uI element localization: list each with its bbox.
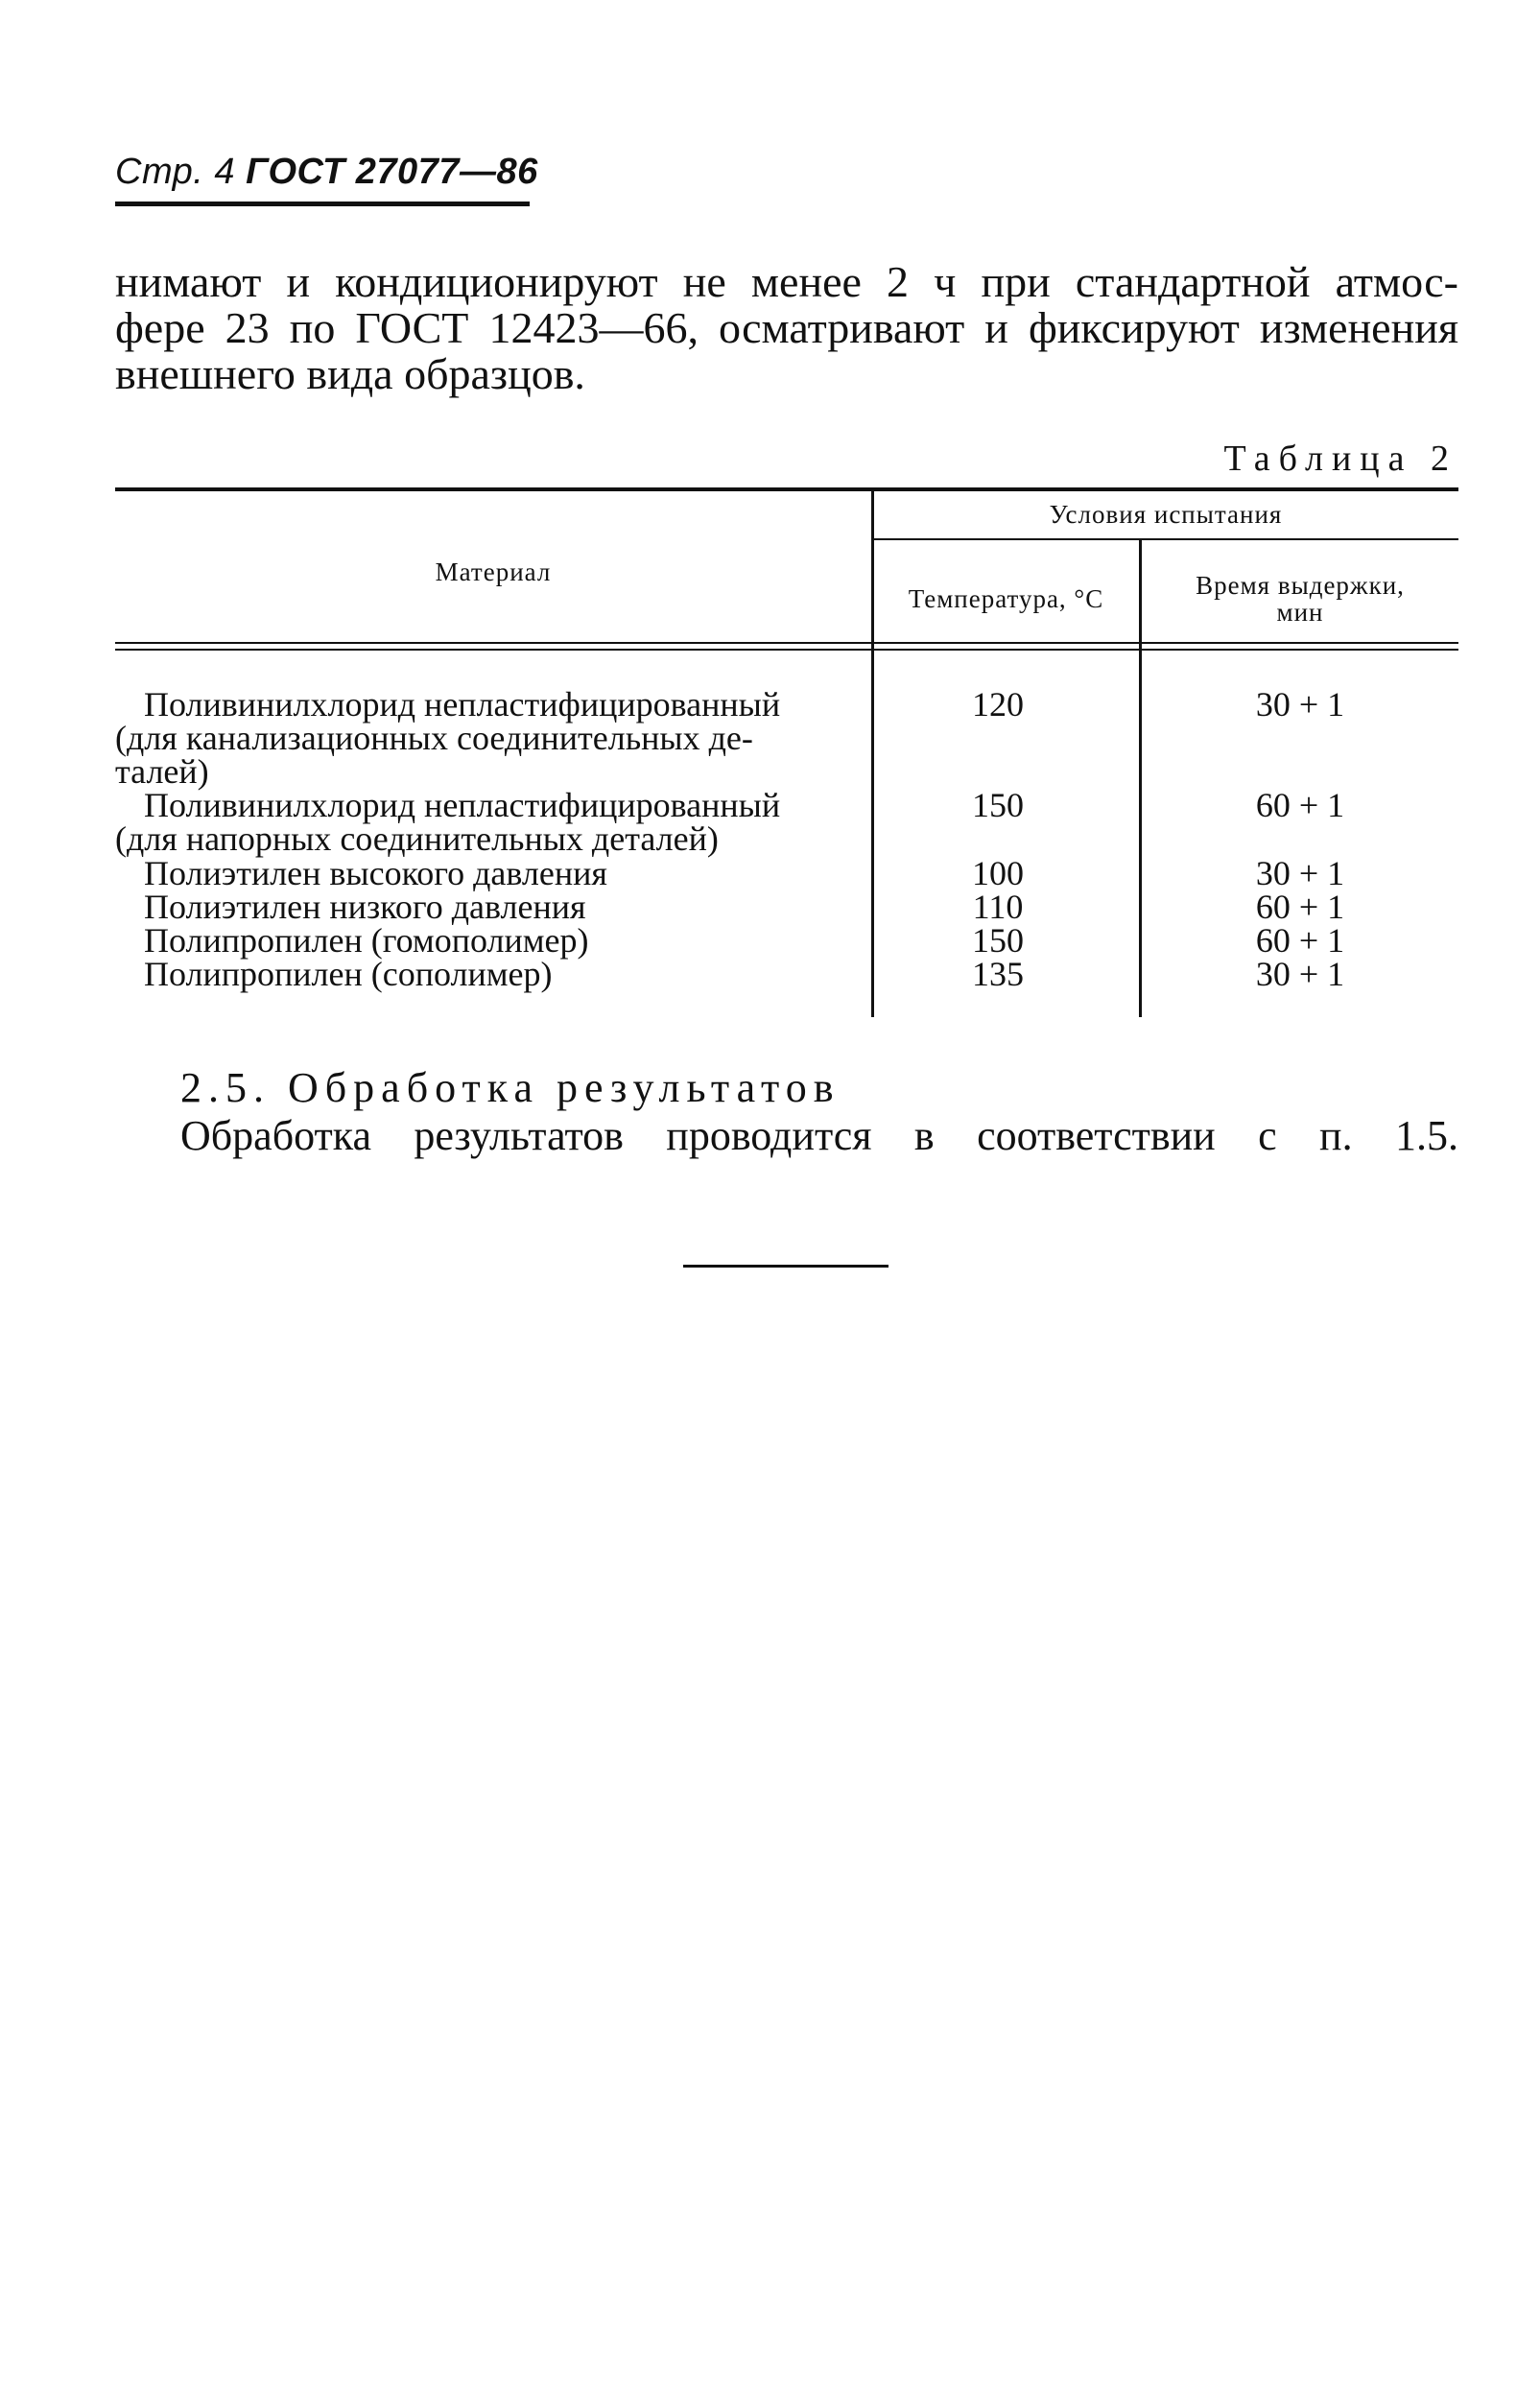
header-material: Материал [435,557,552,586]
table-row-temperature: 100 [972,854,1024,892]
table-row-temperature: 120 [972,685,1024,724]
table-top-rule [115,487,1458,491]
standard-number: ГОСТ 27077—86 [246,152,538,192]
table-row-time: 30 + 1 [1255,955,1345,993]
paragraph-line: внешнего вида образцов. [115,349,585,398]
table-row-material: Полиэтилен низкого давления [144,888,586,926]
header-rule [115,202,530,206]
paragraph-line: фере 23 по ГОСТ 12423—66, осматривают и фиксируют изменения [115,303,1458,352]
page-header [115,152,538,193]
table-row-material: Полиэтилен высокого давления [144,854,607,892]
table-row-time: 60 + 1 [1255,888,1345,926]
page-number: Стр. 4 [115,152,236,192]
table-row-time: 30 + 1 [1255,685,1345,724]
table-row-temperature: 110 [972,888,1024,926]
table-row-temperature: 150 [972,786,1024,824]
table-row-material: Полипропилен (гомополимер) [144,921,589,960]
header-bottom-rule-double [115,649,1458,651]
end-rule [683,1265,888,1268]
header-bottom-rule [115,642,1458,644]
conditions-subheader-rule [873,538,1458,540]
table-row-material: Поливинилхлорид непластифицированный (для канализационных соединительных де- талей) [115,685,781,791]
section-title: 2.5. Обработка результатов [180,1064,841,1111]
table-title: Таблица 2 [1223,439,1457,479]
table-row-temperature: 135 [972,955,1024,993]
table-row-material: Поливинилхлорид непластифицированный (для напорных соединительных деталей) [115,786,781,858]
table-row-time: 60 + 1 [1255,921,1345,960]
paragraph-line: нимают и кондиционируют не менее 2 ч при стандартной атмос- [115,257,1458,306]
table-row-time: 60 + 1 [1255,786,1345,824]
header-temperature: Температура, °С [908,584,1104,613]
header-conditions: Условия испытания [1049,500,1283,529]
table-row-time: 30 + 1 [1255,854,1345,892]
section-text: Обработка результатов проводится в соответствии с п. 1.5. [180,1112,1458,1159]
table-row-temperature: 150 [972,921,1024,960]
header-time: Время выдержки, мин [1196,571,1405,627]
table-row-material: Полипропилен (сополимер) [144,955,553,993]
